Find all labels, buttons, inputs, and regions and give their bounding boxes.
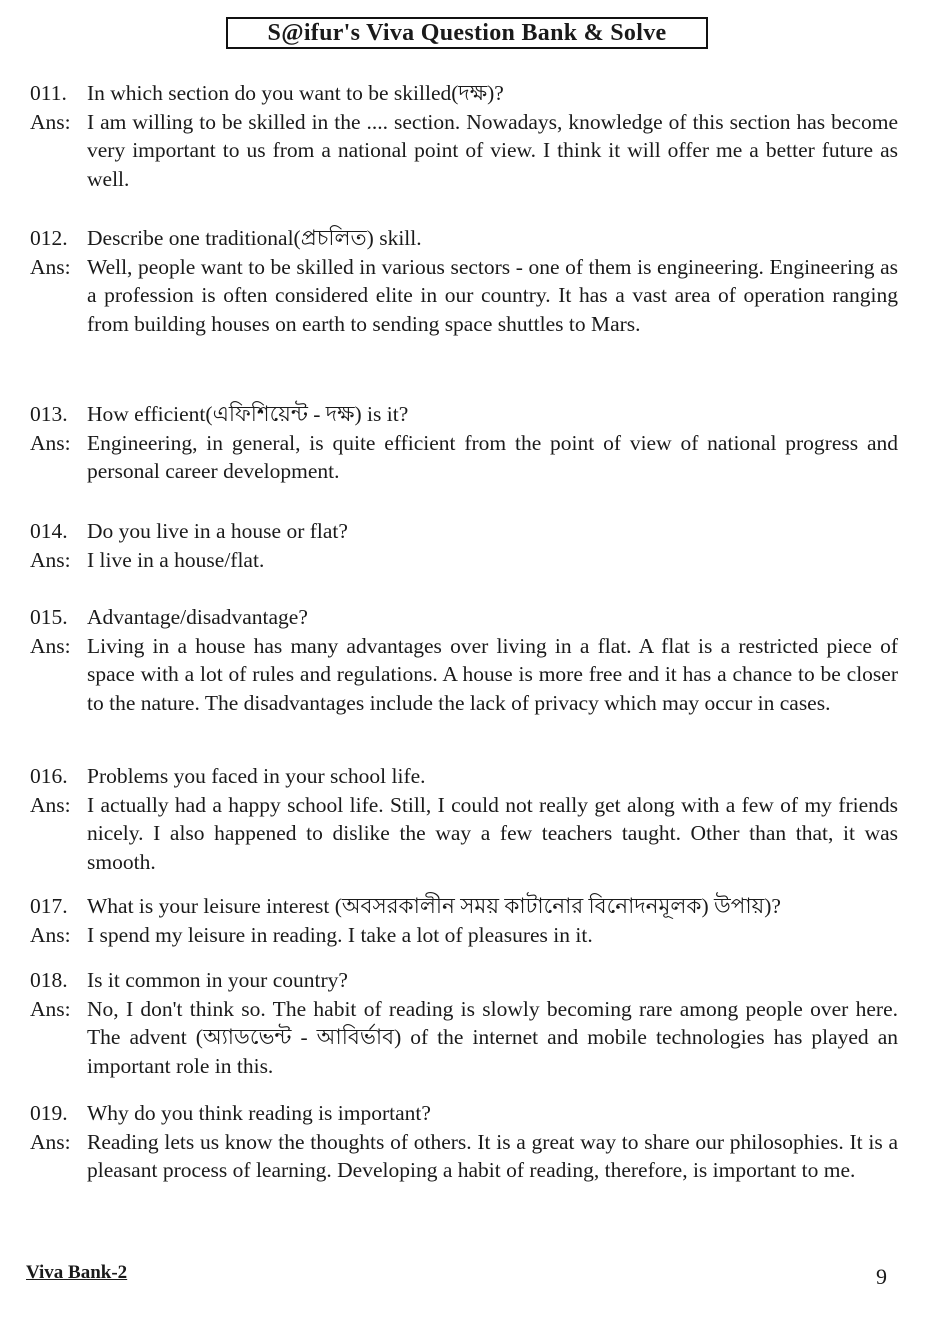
question-row	[30, 79, 898, 108]
qa-item-014	[30, 517, 898, 574]
answer-row	[30, 921, 898, 950]
question-text: Why do you think reading is important?	[87, 1101, 431, 1125]
answer-text: No, I don't think so. The habit of reading is slowly becoming rare among people over here. The advent (অ্যাডভেন্ট - আবির্ভাব) of the internet and mobile technologies has played an important role in this.	[87, 996, 898, 1078]
question-row	[30, 224, 898, 253]
qa-item-011	[30, 79, 898, 193]
question-number: 016.	[30, 764, 68, 788]
question-text: Is it common in your country?	[87, 968, 348, 992]
answer-row	[30, 1128, 898, 1185]
answer-text: Reading lets us know the thoughts of others. It is a great way to share our philosophies. It is a pleasant process of learning. Developing a habit of reading, therefore, is important to me.	[87, 1129, 898, 1182]
question-number: 015.	[30, 605, 68, 629]
qa-item-013	[30, 400, 898, 486]
answer-row	[30, 429, 898, 486]
page-number: 9	[876, 1264, 887, 1289]
answer-label: Ans:	[30, 109, 71, 134]
question-text: Do you live in a house or flat?	[87, 519, 348, 543]
question-number: 011.	[30, 81, 67, 105]
qa-item-017	[30, 892, 898, 949]
answer-row	[30, 791, 898, 877]
answer-row	[30, 546, 898, 575]
answer-text: I spend my leisure in reading. I take a lot of pleasures in it.	[87, 922, 593, 947]
question-row	[30, 762, 898, 791]
answer-row	[30, 253, 898, 339]
question-text: What is your leisure interest (অবসরকালীন সময় কাটানোর বিনোদনমূলক) উপায়)?	[87, 894, 781, 918]
question-number: 018.	[30, 968, 68, 992]
question-row	[30, 517, 898, 546]
answer-label: Ans:	[30, 792, 71, 817]
answer-text: Well, people want to be skilled in various sectors - one of them is engineering. Engineering as a profession is often considered elite in our country. It has a vast area of operation ranging from building houses on earth to sending space shuttles to Mars.	[87, 254, 898, 336]
question-number: 017.	[30, 894, 68, 918]
question-number: 014.	[30, 519, 68, 543]
answer-text: I actually had a happy school life. Still, I could not really get along with a few of my friends nicely. I also happened to dislike the way a few teachers taught. Other than that, it was smooth.	[87, 792, 898, 874]
question-text: Describe one traditional(প্রচলিত) skill.	[87, 226, 422, 250]
question-row	[30, 966, 898, 995]
qa-item-012	[30, 224, 898, 338]
question-number: 019.	[30, 1101, 68, 1125]
question-row	[30, 1099, 898, 1128]
question-row	[30, 603, 898, 632]
answer-label: Ans:	[30, 996, 71, 1021]
answer-text: I am willing to be skilled in the .... section. Nowadays, knowledge of this section has become very important to us from a national point of view. I think it will offer me a better future as well.	[87, 109, 898, 191]
qa-item-016	[30, 762, 898, 876]
qa-item-019	[30, 1099, 898, 1185]
answer-text: Living in a house has many advantages over living in a flat. A flat is a restricted piece of space with a lot of rules and regulations. A house is more free and it has a chance to be closer to the nature. The disadvantages include the lack of privacy which may occur in cases.	[87, 633, 898, 715]
answer-label: Ans:	[30, 633, 71, 658]
answer-text: I live in a house/flat.	[87, 547, 265, 572]
answer-row	[30, 632, 898, 718]
qa-item-018	[30, 966, 898, 1080]
question-text: In which section do you want to be skilled(দক্ষ)?	[87, 81, 504, 105]
qa-item-015	[30, 603, 898, 717]
question-number: 013.	[30, 402, 68, 426]
footer-series-label: Viva Bank-2	[26, 1262, 128, 1283]
question-number: 012.	[30, 226, 68, 250]
answer-row	[30, 995, 898, 1081]
question-text: How efficient(এফিশিয়েন্ট - দক্ষ) is it?	[87, 402, 409, 426]
answer-label: Ans:	[30, 430, 71, 455]
answer-label: Ans:	[30, 547, 71, 572]
question-text: Advantage/disadvantage?	[87, 605, 308, 629]
answer-label: Ans:	[30, 1129, 71, 1154]
answer-label: Ans:	[30, 254, 71, 279]
header-box	[226, 17, 708, 49]
question-row	[30, 892, 898, 921]
question-text: Problems you faced in your school life.	[87, 764, 426, 788]
page-title: S@ifur's Viva Question Bank & Solve	[267, 19, 667, 46]
answer-label: Ans:	[30, 922, 71, 947]
answer-row	[30, 108, 898, 194]
answer-text: Engineering, in general, is quite efficient from the point of view of national progress and personal career development.	[87, 430, 898, 483]
question-row	[30, 400, 898, 429]
